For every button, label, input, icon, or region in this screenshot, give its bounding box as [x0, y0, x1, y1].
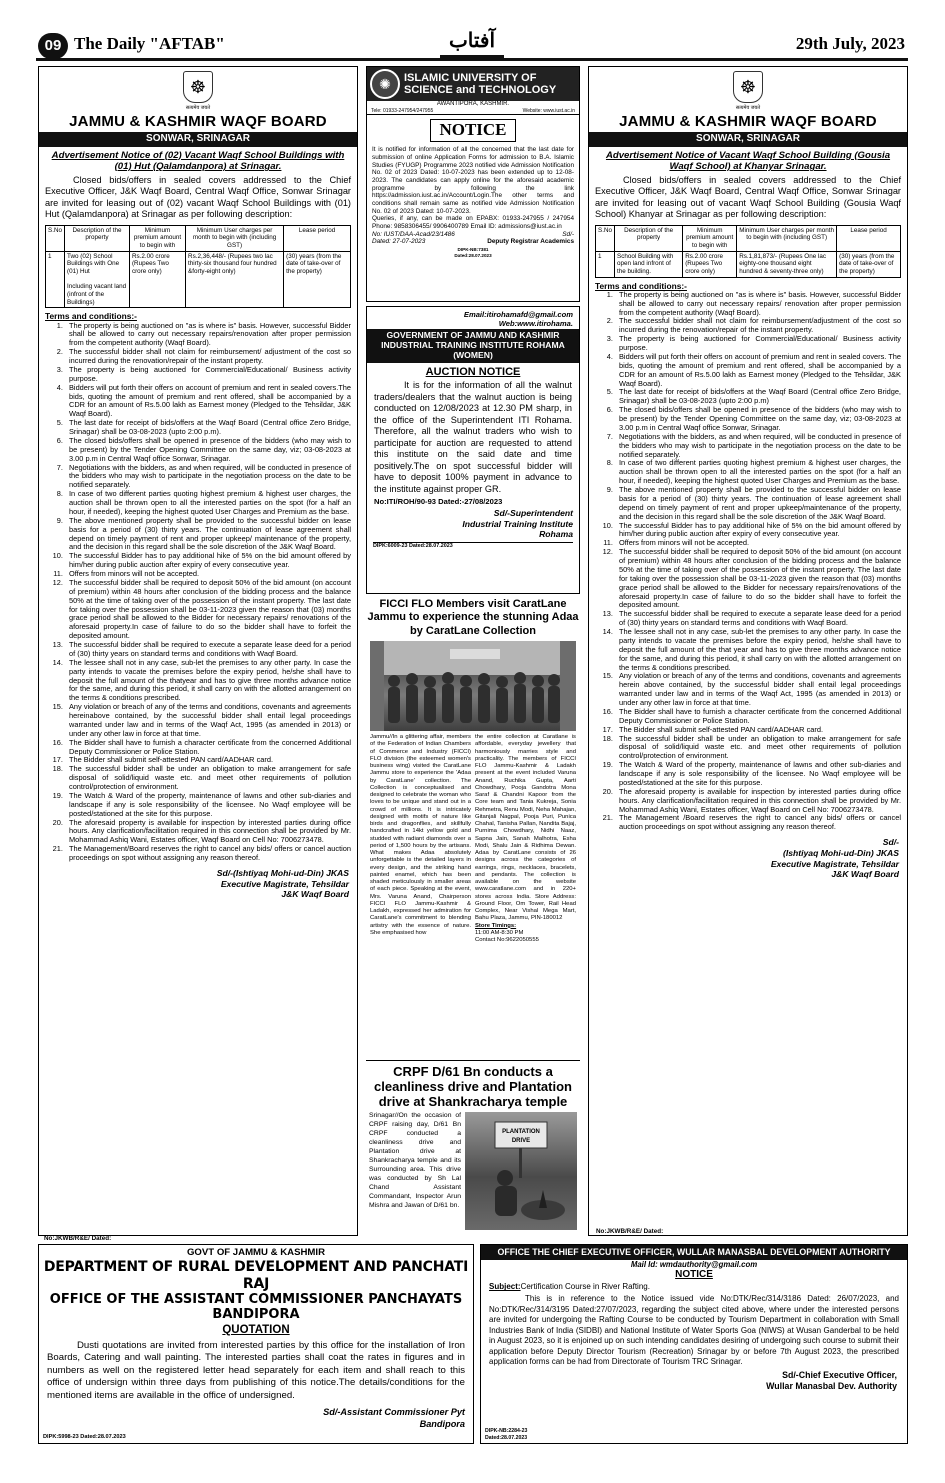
signature-block: [39, 868, 349, 900]
term-item: 13. The successful bidder shall be required to execute a separate lease deed for a period of (30) thirty years on standard terms and conditions with Waqf Board.: [615, 610, 901, 628]
term-item: 15. Any violation or breach of any of the terms and conditions, covenants and agreements herein above contained, by the successful bidder shall entail legal proceedings warranted under law and in terms of the Waqf Act, 1995 (as amended in 2013) or under any other law in force at that time.: [615, 672, 901, 708]
university-name-line2: SCIENCE and TECHNOLOGY: [404, 84, 557, 96]
news-headline: CRPF D/61 Bn conducts a cleanliness drive and Plantation drive at Shankracharya temple: [374, 1064, 572, 1109]
term-item: 1. The property is being auctioned on "as is where is" basis. However, successful Bidder shall be allowed to carry out necessary repairs/ renovation after proper permission from the competent authority (Waqf Board).: [615, 291, 901, 318]
table-header-cell: Description of the property: [615, 225, 683, 251]
emblem-caption: सत्यमेव जयते: [735, 105, 761, 111]
sign-text-line1: PLANTATION: [502, 1128, 540, 1135]
signature-block: [491, 1370, 897, 1393]
news-body: Srinagar//On the occasion of CRPF raising day, D/61 Bn CRPF conducted a cleanliness drive and Plantation drive at Shankracharya temple and its Surrounding area. This drive was conducted by Sh Lal Chand Assistant Commandant, Inspector Arun Mishra and Jawan of D/61 bn.: [369, 1111, 461, 1209]
authority-header: OFFICE THE CHIEF EXECUTIVE OFFICER, WULLAR MANASBAL DEVELOPMENT AUTHORITY: [481, 1245, 907, 1260]
telephone: Tele: 01933-247954/247955: [371, 108, 434, 115]
store-timings: 11:00 AM-8:30 PM: [475, 929, 524, 936]
subject-text: Certification Course in River Rafting.: [520, 1282, 650, 1292]
term-item: 2. The successful bidder shall not claim for reimbursement/ adjustment of the cost so incurred during the renovation/repair of the instant property.: [65, 348, 351, 366]
advertisement-intro: Closed bids/offers in sealed covers addressed to the Chief Executive Officer, J&K Waqf Board, Central Waqf Office, Sonwar Srinagar are invited for leasing out of (02) vacant Waqf School Buildings with (01) Hut (Qalamdanpora) at Srinagar as per following description:: [45, 174, 351, 220]
reference-number: No:JKWB/R&E/ Dated:: [44, 1235, 112, 1242]
subject-label: Subject:: [489, 1282, 521, 1292]
table-cell: Rs.2.00 crore (Rupees Two crore only): [129, 251, 185, 308]
waqf-board-subtitle: SONWAR, SRINAGAR: [589, 132, 907, 146]
term-item: 6. The closed bids/offers shall be opened in presence of the bidders (who may wish to be present) by the Tender Opening Committee on the same day, viz; 03-08-2023 at 3.00 p.m in Central Waqf office Sonwar, Srinagar.: [615, 406, 901, 433]
table-header-cell: Lease period: [284, 225, 351, 251]
term-item: 9. The above mentioned property shall be provided to the successful bidder on lease basis for a period of (30) thirty years. The continuation of lease agreement shall depend on timely payment of rent and proper upkeep/maintenance of the property, and the decision in this regard shall be the sole discretion of the J&K Waqf Board.: [615, 486, 901, 522]
header-rule: [36, 58, 908, 61]
signature-line: (Ishtiyaq Mohi-ud-Din) JKAS: [782, 847, 899, 858]
notice-queries: Queries, if any, can be made on EPABX: 01933-247955 / 247954 Phone: 9858306455/ 9906400789 Email ID: admissions@iust.ac.in: [372, 215, 574, 231]
national-emblem-icon: ☸: [733, 71, 763, 103]
table-cell: (30) years (from the date of take-over of the property): [284, 251, 351, 308]
page-header: [0, 0, 945, 64]
table-header-cell: Minimum User charges per month to begin with (including GST): [737, 225, 837, 251]
iti-contacts: [367, 310, 573, 329]
notice-title: NOTICE: [675, 1269, 713, 1281]
term-item: 20. The aforesaid property is available for inspection by interested parties during office hours. Any clarification/facilitation required in this connection shall be provided by Mr. Mohammad Ashiq Wani, Estates officer, Waqf Board on Cell No: 7006273478.: [65, 819, 351, 846]
iti-web: Web:www.itirohama.: [498, 319, 573, 329]
notice-body: This is in reference to the Notice issued vide No:DTK/Rec/314/3186 Dated: 26/07/2023, and No:DTK/Rec/314/3195 Dated:27/07/2023, regarding the subject cited above, where under the interested persons are invited for undergoing the Rafting Course to be conducted by Tourism Department in collaboration with Small Industries Bank of India (SIDBI) and National Institute of Water Sports Goa (NIWS) at Wusan Ganderbal to be held in August 2023, so it is enjoined up on such intending candidates desiring of undergoing such course to submit their application before Deputy Director Tourism (Recreation) Srinagar by or before 7th August 2023, the prescribed application forms can be had from Directorate of Tourism TRC Srinagar.: [489, 1293, 899, 1367]
waqf-board-subtitle: SONWAR, SRINAGAR: [39, 132, 357, 146]
rural-development-quotation: [38, 1244, 474, 1444]
page-number: 09: [38, 33, 68, 59]
signature-line: Executive Magistrate, Tehsildar: [220, 878, 349, 889]
website: Website: www.iust.ac.in: [522, 108, 575, 115]
wullar-manasbal-notice: [480, 1244, 908, 1444]
dipk-number: DIPK-NB:7381 Dated:28.07.2023: [454, 247, 492, 258]
news-column-1: Jammu//In a glittering affair, members of the Federation of Indian Chambers of Commerce and Industry (FICCI) FLO division (the esteemed women's business wing) visited the CaratLane Jammu store to experience the 'Adaa by CaratLane' collection. The Collection is conceptualised and designed to celebrate the woman who loves to be unique and stand out in a crowd of millions. It is intricately designed with motifs of nature like birds and dragonflies, and skillfully handcrafted in 14kt yellow gold and studded with radiant diamonds over a period of 1,500 hours by the artisans. What makes Adaa absolutely unforgettable is the detailed layers in every design, and the striking hand painted enamel, which has been shaded meticulously in smaller areas of each piece. Speaking at the event, Mrs. Varuna Anand, Chairperson FICCI FLO Jammu-Kashmir & Ladakh, expressed her admiration for CaratLane's commitment to blending artistry with the essence of nature. She emphasised how: [370, 734, 471, 936]
term-item: 21. The Management/Board reserves the right to cancel any bids/ offers or cancel auction proceedings on spot without assigning any reason thereof.: [65, 845, 351, 863]
signature-line: Sd/-: [882, 837, 899, 848]
sd-mark: Sd/-: [562, 230, 574, 238]
crpf-news-story: [366, 1060, 580, 1242]
store-timings-heading: Store Timings:: [475, 922, 517, 929]
term-item: 9. The above mentioned property shall be provided to the successful bidder on lease basis for a period of (30) thirty years. The continuation of lease agreement shall depend on timely payment of rent and proper upkeep/ maintenance of the property, and the decision in this regard shall be the sole discretion of the J&K Waqf Board.: [65, 517, 351, 553]
iust-logo-icon: ✺: [370, 69, 400, 99]
notice-date: Dated: 27-07-2023: [372, 238, 426, 246]
notice-ref-row: [372, 231, 574, 239]
term-item: 8. In case of two different parties quoting highest premium & highest user charges, the auction shall be thrown open to all the interested parties on the spot (for a half an hour, if needed), keeping the highest quoted User Charges and Premium as the base.: [615, 459, 901, 486]
department-name: DEPARTMENT OF RURAL DEVELOPMENT AND PANCHATI RAJ: [43, 1258, 469, 1292]
term-item: 12. The successful bidder shall be required to deposit 50% of the bid amount (on account of premium) within 48 hours after conclusion of the bidding process and the balance 50% at the time of taking over of the possession of the instant property. The last date for taking over the possession shall be 03-11-2023 given the reason that (03) months grace period shall be allowed to the Bidder for necessary repairs/ renovations of the aforesaid property.In case of failure to do so the bidder shall have to forfeit the deposited amount.: [65, 579, 351, 641]
term-item: 4. Bidders will put forth their offers on account of premium and rent in sealed covers.The bids, quoting the amount of premium and rent offered, shall be accompanied by a CDR for an amount of Rs.5.00 lakh as Earnest money (Pledged to the Tehsildar, J&K Waqf Board).: [65, 384, 351, 420]
plantation-photo-illustration: [465, 1112, 577, 1230]
table-row: [46, 251, 351, 308]
signature-line: Wullar Manasbal Dev. Authority: [766, 1381, 897, 1392]
term-item: 19. The Watch & Ward of the property, maintenance of lawns and other sub-diaries and landscape if any is sole responsibility of the licensee. No Waqf employee will be posted/stationed at the site for this purpose.: [65, 792, 351, 819]
advertisement-title: Advertisement Notice of Vacant Waqf School Building (Gousia Waqf School) at Khanyar Srinagar.: [605, 149, 891, 173]
table-header-cell: Minimum User charges per month to begin with (including GST): [186, 225, 284, 251]
signature-line: J&K Waqf Board: [831, 869, 899, 880]
term-item: 16. The Bidder shall have to furnish a character certificate from the concerned Additional Deputy Commissioner or Police Station.: [65, 739, 351, 757]
ficci-news-story: [366, 596, 580, 1058]
property-table: [45, 225, 351, 309]
table-cell: (30) years (from the date of take-over of the property): [837, 251, 901, 277]
waqf-board-advertisement-right: [588, 66, 908, 1236]
iti-auction-notice: [366, 306, 580, 594]
quotation-body: Dusti quotations are invited from interested parties by this office for the installation of Iron Boards, Catering and wall painting. The interested parties shall coat the rates in figures and in numbers as well on the registered letter head separately for each item and shall reach to this office of undersign within three days from publishing of this notice.The details/conditions for the mentioned items are available in the office of undersigned.: [47, 1339, 465, 1401]
advertisement-title: Advertisement Notice of (02) Vacant Waqf School Buildings with (01) Hut (Qalamdanpora) at Srinagar.: [51, 149, 345, 173]
table-header-cell: S.No: [46, 225, 65, 251]
term-item: 6. The closed bids/offers shall be opened in presence of the bidders (who may wish to be present) by the Tender Opening Committee on the same day, viz; 03-08-2023 at 3.00 p.m in Central Waqf office Sonwar, Srinagar.: [65, 437, 351, 464]
govt-name: GOVT OF JAMMU & KASHMIR: [186, 1247, 326, 1258]
terms-list: [65, 322, 351, 863]
university-contacts: [367, 108, 579, 115]
term-item: 20. The aforesaid property is available for inspection by interested parties during office hours. Any clarification/facilitation required in this connection shall be provided by Mr. Mohammad Ashiq Wani, Estates officer, Waqf Board on Cell No: 7006273478.: [615, 788, 901, 815]
term-item: 3. The property is being auctioned for Commercial/Educational/ Business activity purpose.: [65, 366, 351, 384]
notice-title: NOTICE: [430, 119, 516, 142]
table-cell: Rs.1,81,873/- (Rupees One lac eighty-one thousand eight hundred & seventy-three only): [737, 251, 837, 277]
newspaper-name: The Daily "AFTAB": [74, 34, 225, 53]
news-body: [370, 734, 576, 944]
university-name-line1: ISLAMIC UNIVERSITY OF: [404, 71, 537, 84]
term-item: 5. The last date for receipt of bids/offers at the Waqf Board (Central office Zero Bridge, Srinagar) shall be 03-08-2023 (upto 2:00 p.m): [615, 388, 901, 406]
quotation-title: QUOTATION: [222, 1323, 290, 1336]
iti-reference: No:ITI/ROH/90-93 Dated:-27/08/2023: [374, 497, 503, 506]
crpf-body: [369, 1112, 577, 1230]
term-item: 8. In case of two different parties quoting highest premium & highest user charges, the auction shall be thrown open to all the interested parties on the spot (for a half an hour, if needed), keeping the highest quoted User Charges and Premium as the base.: [65, 490, 351, 517]
table-cell: 1: [596, 251, 615, 277]
group-photo-illustration: [370, 641, 576, 731]
university-location: AWANTIPORA, KASHMIR.: [436, 101, 510, 107]
authority-email: Mail Id: wmdauthority@gmail.com: [630, 1259, 758, 1269]
terms-heading: Terms and conditions:-: [595, 280, 687, 291]
term-item: 7. Negotiations with the bidders, as and when required, will be conducted in presence of the bidders who may wish to participate in the negotiation process on the date to be notified separately.: [65, 464, 351, 491]
signature-block: [47, 1407, 465, 1431]
signature-line: Bandipora: [419, 1419, 465, 1430]
table-header-cell: Minimum premium amount to begin with: [129, 225, 185, 251]
national-emblem-icon: ☸: [183, 71, 213, 103]
notice-subject-row: [489, 1282, 899, 1293]
ref-number: No: IUST/DAA-Acad/23/1486: [372, 230, 455, 238]
waqf-board-title: JAMMU & KASHMIR WAQF BOARD: [69, 113, 327, 131]
notice-date-row: [372, 238, 574, 246]
iust-header: [367, 67, 579, 101]
term-item: 3. The property is being auctioned for Commercial/Educational/ Business activity purpose.: [615, 335, 901, 353]
signature-line: J&K Waqf Board: [281, 889, 349, 900]
signature-line: Sd/-Superintendent: [493, 508, 573, 519]
emblem-caption: सत्यमेव जयते: [185, 105, 211, 111]
term-item: 15. Any violation or breach of any of the terms and conditions, covenants and agreements hereinabove contained, by the successful bidder shall entail legal proceedings warranted under law and in terms of the Waqf Act, 1995 (as amended in 2013) or under any other law in force at that time.: [65, 703, 351, 739]
term-item: 11. Offers from minors will not be accepted.: [65, 570, 351, 579]
signature-block: [589, 837, 899, 880]
news-column-2: [475, 734, 576, 944]
dipk-number: DIPK-NB:2284-23 Dated:28.07.2023: [485, 1428, 528, 1441]
dipk-number: DIPK:6009-23 Dated:28.07.2023: [373, 542, 573, 550]
term-item: 4. Bidders will put forth their offers on account of premium and rent in sealed covers. The bids, quoting the amount of premium and rent offered, shall be accompanied by a CDR for an amount of Rs.5.00 lakh as Earnest money (Pledged to the Tehsildar, J&K Waqf Board).: [615, 353, 901, 389]
signature-line: Sd/-Chief Executive Officer,: [782, 1369, 897, 1380]
auction-notice-title: AUCTION NOTICE: [425, 365, 521, 378]
iti-email: Email:itirohamafd@gmail.com: [463, 310, 573, 319]
signature-line: Sd/-(Ishtiyaq Mohi-ud-Din) JKAS: [216, 867, 349, 878]
term-item: 12. The successful bidder shall be required to deposit 50% of the bid amount (on account of premium) within 48 hours after conclusion of the bidding process and the balance 50% at the time of taking over of the possession of the instant property. The last date for taking over the possession shall be 03-11-2023 given the reason that (03) months grace period shall be allowed to the Bidder for necessary repairs/renovations of the aforesaid property.In case of failure to do so the bidder shall have to forfeit the deposited amount.: [615, 548, 901, 610]
term-item: 2. The successful bidder shall not claim for reimbursement/adjustment of the cost so incurred during the renovation/repair of the instant property.: [615, 317, 901, 335]
waqf-board-title: JAMMU & KASHMIR WAQF BOARD: [619, 113, 877, 131]
contact-number: Contact No:9622050555: [475, 937, 539, 944]
table-header-cell: Minimum premium amount to begin with: [683, 225, 737, 251]
table-header-cell: Lease period: [837, 225, 901, 251]
plantation-photo-image: [465, 1112, 577, 1230]
table-cell: Rs.2.00 crore (Rupees Two crore only): [683, 251, 737, 277]
group-photo-image: [370, 641, 576, 731]
terms-heading: Terms and conditions:-: [45, 311, 137, 322]
table-cell: Two (02) School Buildings with One (01) Hut Including vacant land (infront of the Buildings): [65, 251, 130, 308]
term-item: 14. The lessee shall not in any case, sub-let the premises to any other party. In case the party intends to vacate the premises before the expiry period, he/she shall have to deposit the full amount of the that year and has to give three months advance notice for the same, and during this period, it shall carry on with the allotted arrangement on the terms & conditions prescribed.: [615, 628, 901, 672]
term-item: 19. The Watch & Ward of the property, maintenance of lawns and other sub-diaries and landscape if any is sole responsibility of the licensee. No Waqf employee will be posted/stationed at the site for this purpose.: [615, 761, 901, 788]
waqf-board-advertisement-left: [38, 66, 358, 1236]
iust-notice: [366, 66, 580, 302]
term-item: 10. The successful Bidder has to pay additional hike of 5% on the bid amount offered by him/her during public auction after expiry of every consecutive year.: [615, 522, 901, 540]
signature-line: Industrial Training Institute: [462, 518, 573, 529]
term-item: 18. The successful bidder shall be under an obligation to make arrangement for safe disposal of solid/liquid waste etc. and meet other requirements of pollution control/protection of environment.: [65, 765, 351, 792]
term-item: 18. The successful bidder shall be under an obligation to make arrangement for safe disposal of solid/liquid waste etc. and meet other requirements of pollution control/protection of environment.: [615, 735, 901, 762]
signature-line: Rohama: [539, 528, 573, 539]
signature-line: Sd/-Assistant Commissioner Pyt: [323, 1407, 465, 1418]
term-item: 21. The Management /Board reserves the right to cancel any bids/ offers or cancel auction proceedings on spot without assigning any reason thereof.: [615, 814, 901, 832]
table-header-cell: Description of the property: [65, 225, 130, 251]
issue-date: 29th July, 2023: [795, 34, 905, 53]
iti-header: GOVERNMENT OF JAMMU AND KASHMIR INDUSTRIAL TRAINING INSTITUTE ROHAMA (WOMEN): [367, 329, 579, 363]
signature-line: Executive Magistrate, Tehsildar: [770, 858, 899, 869]
table-cell: 1: [46, 251, 65, 308]
table-cell: Rs.2,36,448/- (Rupees two lac thirty-six thousand four hundred &forty-eight only): [186, 251, 284, 308]
term-item: 17. The Bidder shall submit self-attested PAN card/AADHAR card.: [615, 726, 901, 735]
term-item: 1. The property is being auctioned on "as is where is" basis. However, successful Bidder shall be allowed to carry out necessary repairs/renovation after proper permission from the competent authority (Waqf Board).: [65, 322, 351, 349]
office-name: OFFICE OF THE ASSISTANT COMMISSIONER PANCHAYATS BANDIPORA: [49, 1291, 463, 1322]
table-header-cell: S.No: [596, 225, 615, 251]
news-column-2-text: the entire collection at Caratlane is affordable, everyday jewellery that harmoniously marries style and practicality. The members of FICCI FLO Jammu-Kashmir & Ladakh present at the event included Varuna Anand, Ruchika Gupta, Aarti Chowdhary, Pooja Gandotra Mona Saraf & Chandni Kapoor from the Core team and Tania Kukreja, Sonia Rehmetra, Renu Modi, Neha Mahajan, Gitanjali Nagpal, Pooja Puri, Punica Chahal, Tanisha Pallan, Nandita Bajaj, Purnima Chowdhary, Nidhi Naaz, Sapna Jain, Sanah Malhotra, Esha Modi, Shalu Jain & Ridhima Dewan. Adaa by CaratLane consists of 26 designs across the categories of earrings, rings, necklaces, bracelets, and pendants. The collection is available on the website www.caratlane.com and in 220+ stores across India. Store Address: Ground Floor, Om Tower, Rail Head Complex, Near Vishal Mega Mart, Bahu Plaza, Jammu, PIN-180012: [475, 734, 576, 922]
table-row: [596, 251, 901, 277]
dipk-number: DIPK:5998-23 Dated:28.07.2023: [43, 1434, 126, 1441]
news-headline: FICCI FLO Members visit CaratLane Jammu to experience the stunning Adaa by CaratLane Collection: [367, 598, 579, 637]
term-item: 16. The Bidder shall have to furnish a character certificate from the concerned Additional Deputy Commissioner or Police Station.: [615, 708, 901, 726]
term-item: 13. The successful bidder shall be required to execute a separate lease deed for a period of (30) thirty years on standard terms and conditions with Waqf Board.: [65, 641, 351, 659]
term-item: 7. Negotiations with the bidders, as and when required, will be conducted in presence of the bidders who may wish to participate in the negotiation process on the date to be notified separately.: [615, 433, 901, 460]
notice-body: It is notified for information of all the concerned that the last date for submission of online Application Forms for admission to B.A. Islamic Studies (FYUGP) Programme 2023 notified vide Admission Notification No. 02 of 2023 Dated: 10-07-2023 has been extended up to 12-08-2023. The candidates can apply online for the aforesaid academic programme by following the link https://admission.iust.ac.in/Account/Login.The other terms and conditions shall remain same as notified vide Admission Notification No. 02 of 2023 Dated: 10-07-2023.: [372, 146, 574, 215]
advertisement-intro: Closed bids/offers in sealed covers addressed to the Chief Executive Officer, J&K Waqf Board, Central Waqf Office, Sonwar Srinagar are invited for leasing out of vacant Waqf School Building (Gousia Waqf School) Khanyar at Srinagar as per following description:: [595, 174, 901, 220]
table-cell: School Building with open land infront of the building.: [615, 251, 683, 277]
reference-number: No:JKWB/R&E/ Dated:: [596, 1228, 664, 1235]
property-table: [595, 225, 901, 278]
auction-notice-body: It is for the information of all the walnut traders/dealers that the walnut auction is being conducted on 12/08/2023 at 12.30 PM sharp, in the office of the Superintendent ITI Rohama. Therefore, all the walnut traders who wish to participate for auction are requested to attend this institute on the said date and time positively.The on spot successful bidder will have to deposit 100% payment in advance to the institute against proper GR.: [374, 380, 572, 494]
masthead-logo: آفتاب: [440, 28, 504, 58]
term-item: 11. Offers from minors will not be accepted.: [615, 539, 901, 548]
term-item: 17. The Bidder shall submit self-attested PAN card/AADHAR card.: [65, 756, 351, 765]
term-item: 10. The successful Bidder has to pay additional hike of 5% on the bid amount offered by him/her during public auction after expiry of every consecutive year.: [65, 552, 351, 570]
term-item: 5. The last date for receipt of bids/offers at the Waqf Board (Central office Zero Bridge, Srinagar) shall be 03-08-2023 (upto 2:00 p.m).: [65, 419, 351, 437]
term-item: 14. The lessee shall not in any case, sub-let the premises to any other party. In case the party intends to vacate the premises before the expiry period, he/she shall have to deposit the full amount of the thatyear and has to give three months advance notice for the same, and during this period, it shall carry on with the allotted arrangement on the terms & conditions prescribed.: [65, 659, 351, 703]
terms-list: [615, 291, 901, 832]
signatory: Deputy Registrar Academics: [487, 238, 574, 246]
sign-text-line2: DRIVE: [511, 1137, 531, 1144]
iti-signature: [373, 508, 573, 539]
